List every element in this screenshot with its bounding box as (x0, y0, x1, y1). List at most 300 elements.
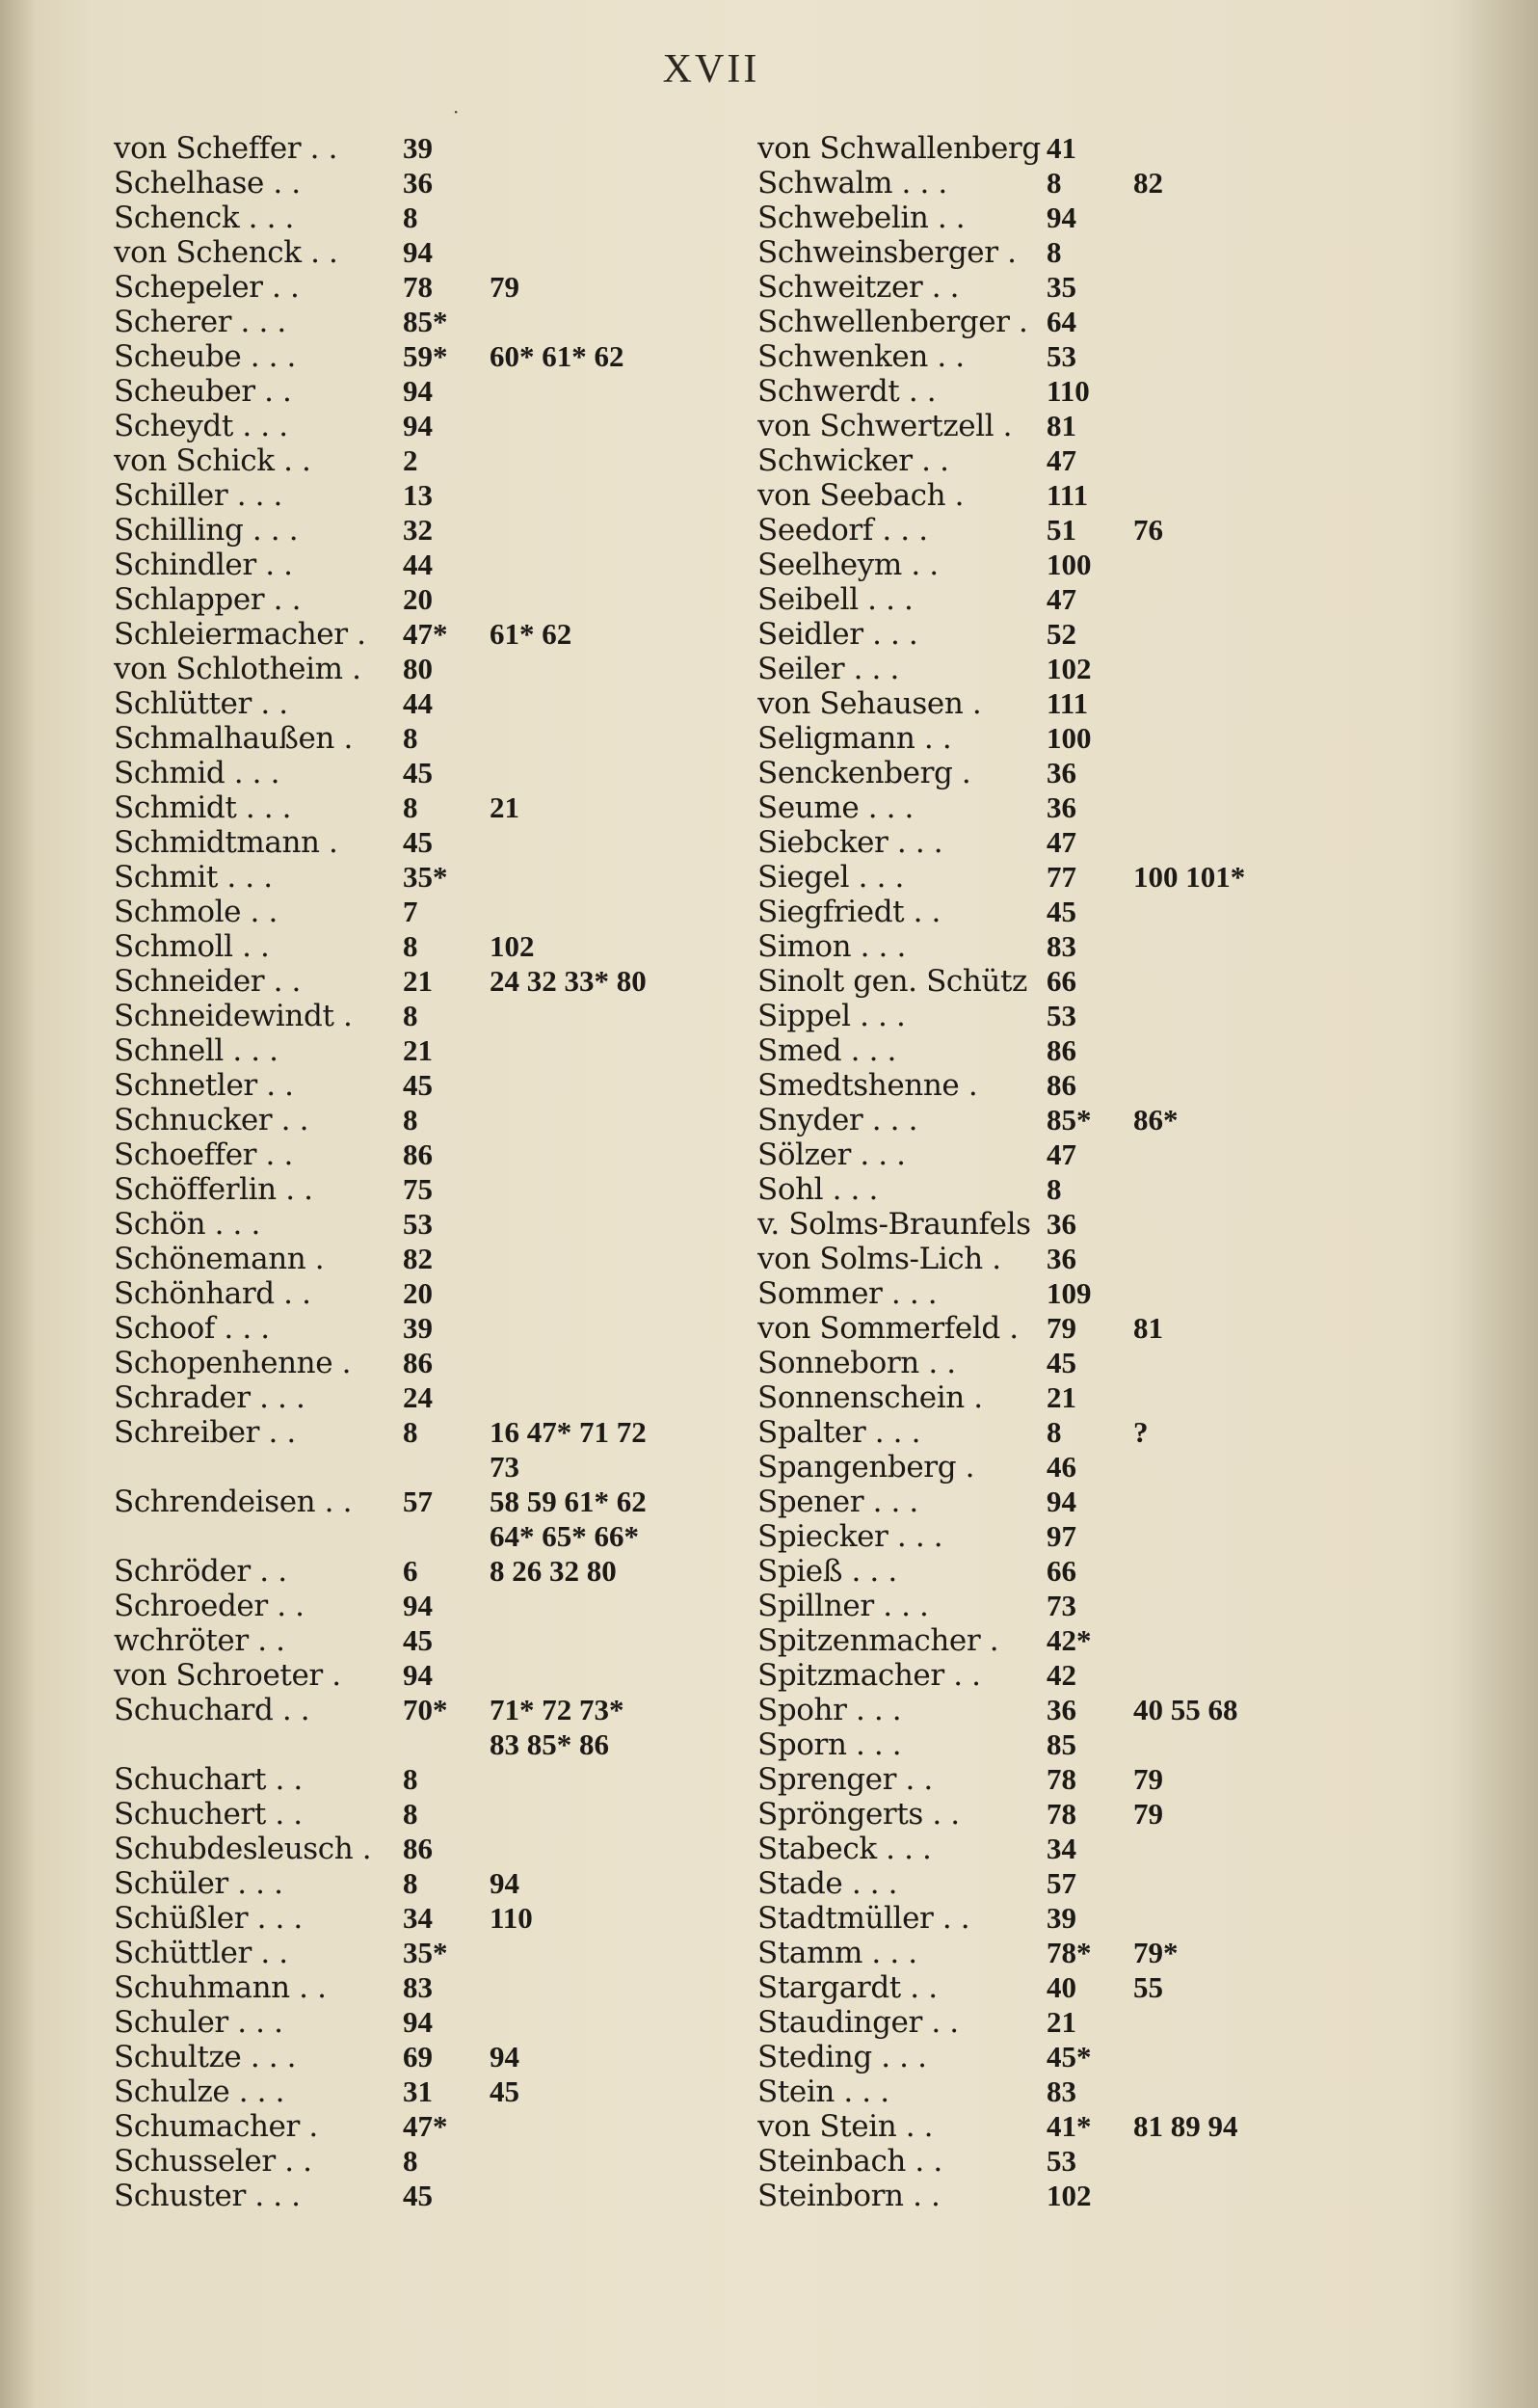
entry-page-ref: 35* (403, 860, 448, 894)
entry-surname: Sippel . . . (757, 999, 906, 1033)
index-entry (757, 652, 1413, 686)
index-entry (114, 929, 769, 964)
entry-page-ref: 110 (1047, 374, 1090, 408)
index-entry (757, 686, 1413, 721)
index-entry (757, 235, 1413, 270)
index-entry (114, 2040, 769, 2074)
entry-page-ref: 8 (403, 201, 418, 234)
entry-surname: Schüler . . . (114, 1866, 283, 1901)
index-entry (114, 1693, 769, 1762)
entry-surname: Seidler . . . (757, 617, 918, 652)
entry-page-ref: 47 (1047, 443, 1076, 477)
index-column-right (757, 131, 1413, 2213)
entry-page-ref: 94 (403, 1658, 433, 1692)
index-entry (757, 617, 1413, 652)
entry-additional-refs: 71* 72 73* 83 85* 86 (490, 1693, 624, 1761)
index-entry (114, 305, 769, 339)
entry-page-ref: 8 (1047, 1415, 1062, 1449)
index-column-left (114, 131, 769, 2213)
index-entry (114, 1276, 769, 1311)
entry-surname: Schopenhenne . (114, 1346, 352, 1380)
entry-additional-refs: 61* 62 (490, 617, 572, 651)
index-entry (757, 1137, 1413, 1172)
entry-surname: Stabeck . . . (757, 1832, 932, 1866)
entry-additional-refs: 94 (490, 1866, 519, 1900)
entry-page-ref: 97 (1047, 1519, 1076, 1553)
entry-page-ref: 6 (403, 1554, 418, 1588)
entry-surname: Spröngerts . . (757, 1797, 960, 1832)
entry-page-ref: 13 (403, 478, 433, 512)
entry-additional-refs: ? (1133, 1415, 1149, 1449)
index-entry (757, 1450, 1413, 1485)
entry-page-ref: 94 (403, 409, 433, 442)
entry-additional-refs: 60* 61* 62 (490, 339, 624, 373)
entry-additional-refs: 82 (1133, 166, 1163, 200)
entry-surname: von Schwallenberg (757, 131, 1041, 166)
entry-page-ref: 66 (1047, 964, 1076, 998)
entry-page-ref: 78* (1047, 1936, 1092, 1969)
entry-page-ref: 21 (1047, 2005, 1076, 2039)
entry-surname: Schoeffer . . (114, 1137, 293, 1172)
entry-surname: von Sommerfeld . (757, 1311, 1019, 1346)
index-entry (757, 582, 1413, 617)
index-entry (114, 548, 769, 582)
entry-additional-refs: 81 89 94 (1133, 2109, 1238, 2143)
entry-page-ref: 45* (1047, 2040, 1092, 2074)
entry-surname: Schuchard . . (114, 1693, 310, 1727)
entry-page-ref: 86 (1047, 1033, 1076, 1067)
entry-page-ref: 94 (403, 235, 433, 269)
entry-surname: Smedtshenne . (757, 1068, 978, 1103)
entry-page-ref: 86 (1047, 1068, 1076, 1102)
entry-surname: Stadtmüller . . (757, 1901, 970, 1936)
entry-additional-refs: 76 (1133, 513, 1163, 547)
entry-page-ref: 20 (403, 1276, 433, 1310)
entry-surname: Spangenberg . (757, 1450, 975, 1485)
index-entry (114, 1797, 769, 1832)
entry-additional-refs: 55 (1133, 1970, 1163, 2004)
entry-page-ref: 94 (403, 1589, 433, 1622)
index-entry (757, 1172, 1413, 1207)
index-entry (114, 686, 769, 721)
entry-page-ref: 39 (403, 1311, 433, 1345)
index-entry (114, 443, 769, 478)
entry-surname: Steinbach . . (757, 2144, 942, 2179)
entry-page-ref: 47* (403, 2109, 448, 2143)
index-entry (757, 1242, 1413, 1276)
index-entry (757, 1901, 1413, 1936)
entry-surname: Spieß . . . (757, 1554, 897, 1589)
entry-page-ref: 21 (403, 1033, 433, 1067)
entry-page-ref: 35* (403, 1936, 448, 1969)
index-entry (757, 2109, 1413, 2144)
entry-surname: Schumacher . (114, 2109, 318, 2144)
entry-page-ref: 64 (1047, 305, 1076, 338)
entry-surname: Schwellenberger . (757, 305, 1028, 339)
index-entry (757, 1589, 1413, 1623)
entry-page-ref: 82 (403, 1242, 433, 1275)
entry-surname: Schulze . . . (114, 2074, 285, 2109)
entry-page-ref: 75 (403, 1172, 433, 1206)
entry-additional-refs: 45 (490, 2074, 519, 2108)
entry-page-ref: 100 (1047, 548, 1092, 581)
entry-surname: Schmalhaußen . (114, 721, 353, 756)
index-entry (114, 1415, 769, 1485)
entry-page-ref: 36 (1047, 1207, 1076, 1241)
entry-surname: Schuhmann . . (114, 1970, 327, 2005)
stray-dot-mark: · (453, 100, 460, 123)
index-entry (757, 1103, 1413, 1137)
index-entry (114, 756, 769, 790)
entry-page-ref: 24 (403, 1380, 433, 1414)
entry-additional-refs: 79 (1133, 1762, 1163, 1796)
entry-surname: Seume . . . (757, 790, 915, 825)
entry-surname: Stein . . . (757, 2074, 889, 2109)
entry-page-ref: 52 (1047, 617, 1076, 651)
index-entry (114, 825, 769, 860)
entry-additional-refs: 110 (490, 1901, 533, 1935)
entry-page-ref: 69 (403, 2040, 433, 2074)
entry-page-ref: 21 (1047, 1380, 1076, 1414)
entry-page-ref: 100 (1047, 721, 1092, 755)
entry-page-ref: 7 (403, 895, 418, 928)
entry-additional-refs: 79 (1133, 1797, 1163, 1831)
entry-page-ref: 34 (403, 1901, 433, 1935)
entry-page-ref: 8 (1047, 1172, 1062, 1206)
index-entry (114, 478, 769, 513)
entry-page-ref: 8 (1047, 166, 1062, 200)
entry-surname: Schwerdt . . (757, 374, 937, 409)
index-entry (757, 2005, 1413, 2040)
entry-surname: Schubdesleusch . (114, 1832, 372, 1866)
entry-page-ref: 45 (1047, 1346, 1076, 1379)
index-entry (114, 2109, 769, 2144)
entry-surname: Schüßler . . . (114, 1901, 303, 1936)
index-entry (757, 2144, 1413, 2179)
entry-surname: Scheuber . . (114, 374, 292, 409)
entry-page-ref: 53 (1047, 339, 1076, 373)
index-entry (114, 2179, 769, 2213)
index-entry (114, 1589, 769, 1623)
index-entry (114, 1172, 769, 1207)
entry-surname: Schrendeisen . . (114, 1485, 353, 1519)
entry-page-ref: 102 (1047, 652, 1092, 685)
entry-surname: Siegfriedt . . (757, 895, 941, 929)
index-entry (114, 1137, 769, 1172)
index-entry (114, 513, 769, 548)
entry-surname: Schweinsberger . (757, 235, 1017, 270)
index-entry (757, 443, 1413, 478)
entry-surname: Schusseler . . (114, 2144, 312, 2179)
index-entry (757, 1380, 1413, 1415)
entry-page-ref: 73 (1047, 1589, 1076, 1622)
entry-page-ref: 44 (403, 686, 433, 720)
entry-page-ref: 85* (1047, 1103, 1092, 1137)
entry-additional-refs: 24 32 33* 80 (490, 964, 647, 998)
entry-surname: von Solms-Lich . (757, 1242, 1001, 1276)
entry-surname: Schön . . . (114, 1207, 260, 1242)
index-entry (757, 1866, 1413, 1901)
entry-surname: Spitzenmacher . (757, 1623, 999, 1658)
entry-surname: Schöfferlin . . (114, 1172, 313, 1207)
entry-additional-refs: 81 (1133, 1311, 1163, 1345)
entry-surname: Siegel . . . (757, 860, 904, 895)
index-entry (114, 790, 769, 825)
index-entry (757, 339, 1413, 374)
index-entry (757, 999, 1413, 1033)
entry-surname: Schiller . . . (114, 478, 282, 513)
entry-page-ref: 111 (1047, 686, 1089, 720)
index-entry (114, 1033, 769, 1068)
index-entry (757, 1797, 1413, 1832)
entry-page-ref: 102 (1047, 2179, 1092, 2212)
index-entry (757, 513, 1413, 548)
entry-page-ref: 45 (403, 2179, 433, 2212)
entry-surname: Sporn . . . (757, 1727, 902, 1762)
index-entry (114, 270, 769, 305)
index-entry (114, 1936, 769, 1970)
index-entry (757, 1727, 1413, 1762)
entry-page-ref: 45 (403, 825, 433, 859)
index-entry (757, 131, 1413, 166)
entry-page-ref: 20 (403, 582, 433, 616)
entry-surname: Schnell . . . (114, 1033, 278, 1068)
entry-surname: Schepeler . . (114, 270, 300, 305)
entry-page-ref: 70* (403, 1693, 448, 1726)
entry-page-ref: 83 (403, 1970, 433, 2004)
index-entry (114, 1311, 769, 1346)
entry-page-ref: 39 (1047, 1901, 1076, 1935)
index-entry (757, 548, 1413, 582)
entry-page-ref: 8 (403, 2144, 418, 2178)
entry-surname: Siebcker . . . (757, 825, 943, 860)
index-entry (757, 721, 1413, 756)
index-entry (757, 1658, 1413, 1693)
index-entry (114, 1242, 769, 1276)
entry-page-ref: 2 (403, 443, 418, 477)
entry-surname: Schönemann . (114, 1242, 325, 1276)
entry-surname: Schrader . . . (114, 1380, 305, 1415)
index-entry (114, 1103, 769, 1137)
entry-surname: Schuster . . . (114, 2179, 301, 2213)
entry-page-ref: 79 (1047, 1311, 1076, 1345)
index-entry (114, 1970, 769, 2005)
entry-page-ref: 47 (1047, 825, 1076, 859)
entry-surname: Sinolt gen. Schütz (757, 964, 1027, 999)
entry-surname: Staudinger . . (757, 2005, 959, 2040)
entry-surname: wchröter . . (114, 1623, 285, 1658)
entry-surname: Scheube . . . (114, 339, 296, 374)
entry-surname: Stade . . . (757, 1866, 898, 1901)
index-entry (757, 166, 1413, 201)
entry-page-ref: 94 (403, 374, 433, 408)
entry-surname: Schoof . . . (114, 1311, 270, 1346)
entry-page-ref: 51 (1047, 513, 1076, 547)
entry-additional-refs: 8 26 32 80 (490, 1554, 617, 1588)
entry-surname: Schwebelin . . (757, 201, 966, 235)
entry-surname: Schnetler . . (114, 1068, 294, 1103)
entry-surname: Seligmann . . (757, 721, 952, 756)
entry-page-ref: 78 (1047, 1762, 1076, 1796)
index-entry (114, 1554, 769, 1589)
index-entry (757, 2179, 1413, 2213)
entry-page-ref: 81 (1047, 409, 1076, 442)
index-entry (757, 1033, 1413, 1068)
entry-page-ref: 8 (403, 721, 418, 755)
index-entry (114, 652, 769, 686)
entry-page-ref: 85* (403, 305, 448, 338)
index-entry (757, 1276, 1413, 1311)
entry-page-ref: 8 (403, 1103, 418, 1137)
entry-surname: Schuchart . . (114, 1762, 303, 1797)
entry-surname: Seibell . . . (757, 582, 914, 617)
index-entry (114, 964, 769, 999)
entry-surname: Schnucker . . (114, 1103, 309, 1137)
entry-surname: Schlütter . . (114, 686, 288, 721)
index-entry (114, 617, 769, 652)
index-entry (757, 1623, 1413, 1658)
entry-page-ref: 40 (1047, 1970, 1076, 2004)
entry-page-ref: 77 (1047, 860, 1076, 894)
entry-surname: Spener . . . (757, 1485, 918, 1519)
entry-surname: Schindler . . (114, 548, 293, 582)
entry-page-ref: 94 (1047, 201, 1076, 234)
entry-surname: von Stein . . (757, 2109, 934, 2144)
entry-page-ref: 36 (1047, 790, 1076, 824)
entry-page-ref: 83 (1047, 2074, 1076, 2108)
entry-page-ref: 53 (1047, 2144, 1076, 2178)
index-entry (757, 374, 1413, 409)
entry-surname: Schmit . . . (114, 860, 273, 895)
index-entry (114, 721, 769, 756)
entry-surname: Smed . . . (757, 1033, 896, 1068)
entry-surname: Schroeder . . (114, 1589, 305, 1623)
entry-page-ref: 86 (403, 1346, 433, 1379)
entry-page-ref: 45 (403, 1068, 433, 1102)
entry-additional-refs: 94 (490, 2040, 519, 2074)
entry-surname: v. Solms-Braunfels (757, 1207, 1031, 1242)
page-number: XVII (662, 47, 760, 92)
index-entry (114, 409, 769, 443)
entry-surname: Schmidt . . . (114, 790, 292, 825)
entry-surname: von Schroeter . (114, 1658, 341, 1693)
entry-page-ref: 8 (403, 1415, 418, 1449)
entry-page-ref: 41 (1047, 131, 1076, 165)
entry-surname: Simon . . . (757, 929, 906, 964)
entry-surname: Schüttler . . (114, 1936, 288, 1970)
entry-surname: Steinborn . . (757, 2179, 941, 2213)
entry-additional-refs: 21 (490, 790, 519, 824)
entry-surname: von Schick . . (114, 443, 311, 478)
entry-surname: Sölzer . . . (757, 1137, 906, 1172)
entry-surname: Schuler . . . (114, 2005, 283, 2040)
entry-surname: Schmidtmann . (114, 825, 338, 860)
entry-additional-refs: 58 59 61* 62 64* 65* 66* (490, 1485, 647, 1553)
entry-surname: Spalter . . . (757, 1415, 921, 1450)
entry-surname: Sonneborn . . (757, 1346, 956, 1380)
index-entry (114, 374, 769, 409)
index-entry (114, 131, 769, 166)
index-entry (757, 964, 1413, 999)
entry-surname: von Schwertzell . (757, 409, 1013, 443)
entry-page-ref: 78 (1047, 1797, 1076, 1831)
index-entry (757, 756, 1413, 790)
entry-page-ref: 32 (403, 513, 433, 547)
entry-surname: Steding . . . (757, 2040, 927, 2074)
index-entry (114, 166, 769, 201)
entry-surname: Schleiermacher . (114, 617, 366, 652)
entry-additional-refs: 40 55 68 (1133, 1693, 1238, 1726)
entry-surname: Sonnenschein . (757, 1380, 983, 1415)
index-entry (757, 2040, 1413, 2074)
index-entry (114, 1623, 769, 1658)
index-entry (114, 201, 769, 235)
index-entry (757, 1693, 1413, 1727)
entry-surname: Seedorf . . . (757, 513, 928, 548)
entry-surname: Schelhase . . (114, 166, 301, 201)
entry-surname: von Scheffer . . (114, 131, 338, 166)
entry-additional-refs: 16 47* 71 72 73 (490, 1415, 647, 1484)
entry-page-ref: 46 (1047, 1450, 1076, 1484)
index-entry (757, 860, 1413, 895)
entry-surname: von Schenck . . (114, 235, 338, 270)
index-entry (757, 1970, 1413, 2005)
entry-page-ref: 42* (1047, 1623, 1092, 1657)
entry-page-ref: 86 (403, 1137, 433, 1171)
entry-page-ref: 8 (1047, 235, 1062, 269)
index-entry (757, 1485, 1413, 1519)
index-entry (114, 2144, 769, 2179)
entry-surname: Scherer . . . (114, 305, 286, 339)
entry-page-ref: 36 (1047, 1242, 1076, 1275)
index-entry (757, 201, 1413, 235)
entry-page-ref: 8 (403, 1762, 418, 1796)
entry-page-ref: 41* (1047, 2109, 1092, 2143)
entry-page-ref: 45 (1047, 895, 1076, 928)
entry-surname: Sohl . . . (757, 1172, 878, 1207)
entry-page-ref: 31 (403, 2074, 433, 2108)
index-entry (114, 1866, 769, 1901)
index-entry (757, 270, 1413, 305)
entry-surname: Schmole . . (114, 895, 278, 929)
entry-page-ref: 47 (1047, 582, 1076, 616)
index-entry (757, 1936, 1413, 1970)
entry-page-ref: 36 (1047, 756, 1076, 789)
entry-page-ref: 78 (403, 270, 433, 304)
entry-page-ref: 57 (403, 1485, 433, 1518)
entry-page-ref: 47 (1047, 1137, 1076, 1171)
index-entry (114, 1380, 769, 1415)
entry-page-ref: 8 (403, 999, 418, 1032)
index-entry (757, 929, 1413, 964)
entry-surname: Spohr . . . (757, 1693, 902, 1727)
entry-surname: Sprenger . . (757, 1762, 933, 1797)
entry-surname: Schröder . . (114, 1554, 287, 1589)
entry-page-ref: 8 (403, 790, 418, 824)
entry-surname: Schreiber . . (114, 1415, 296, 1450)
index-entry (114, 1068, 769, 1103)
entry-surname: Sommer . . . (757, 1276, 938, 1311)
entry-page-ref: 94 (1047, 1485, 1076, 1518)
index-entry (114, 1832, 769, 1866)
entry-page-ref: 36 (1047, 1693, 1076, 1726)
entry-page-ref: 8 (403, 1797, 418, 1831)
index-entry (757, 1311, 1413, 1346)
index-entry (114, 339, 769, 374)
index-entry (114, 1901, 769, 1936)
index-entry (757, 1207, 1413, 1242)
entry-surname: Schneidewindt . (114, 999, 353, 1033)
